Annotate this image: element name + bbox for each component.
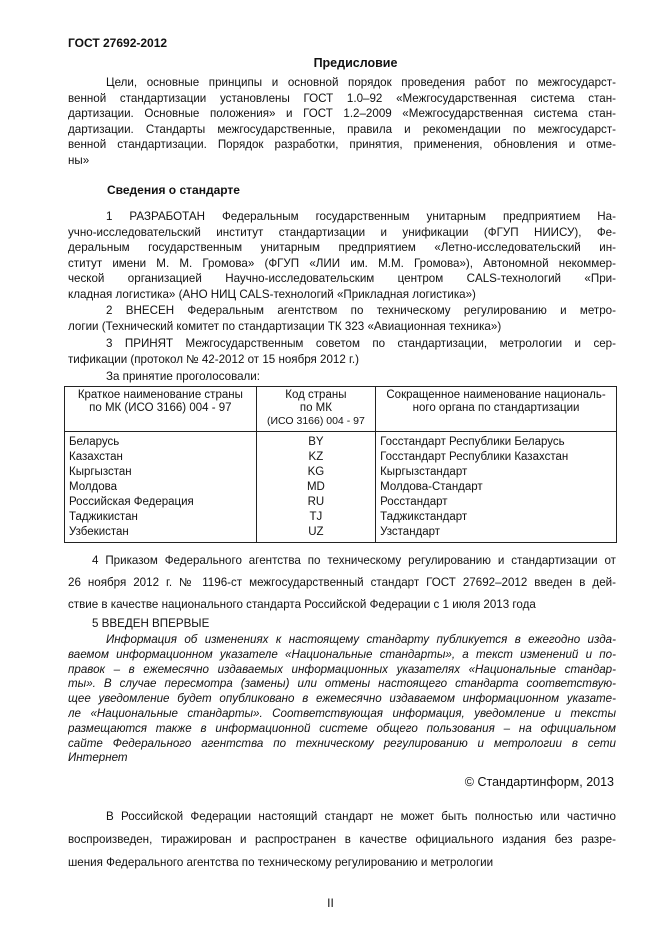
- changes-notice: [68, 633, 616, 766]
- text-line: размещаются также в информационной системе общего пользования – на официальном: [68, 721, 616, 735]
- info-title: Сведения о стандарте: [107, 183, 240, 197]
- cell-country: Беларусь: [65, 432, 257, 451]
- info-item-2: [68, 303, 616, 334]
- cell-country: Молдова: [65, 480, 257, 495]
- text-line: сайте Федерального агентства по техническому регулированию и метрологии в сети: [68, 736, 616, 750]
- cell-code: RU: [256, 495, 375, 510]
- text-line: деральным государственным унитарным предприятием «Летно-исследовательский ин-: [68, 241, 616, 254]
- header-standards-body: [376, 387, 617, 432]
- table-row: [65, 510, 617, 525]
- text-line: 26 ноября 2012 г. № 1196-ст межгосударственный стандарт ГОСТ 27692–2012 введен в дей-: [68, 576, 616, 589]
- cell-country: Казахстан: [65, 450, 257, 465]
- text-line: щее уведомление будет опубликовано в ежемесячно издаваемом информационном указате-: [68, 692, 616, 706]
- text-line: ваемом информационном указателе «Национальные стандарты», а текст изменений и по-: [68, 647, 616, 661]
- cell-country: Кыргызстан: [65, 465, 257, 480]
- header-line: Код страны: [285, 389, 347, 401]
- header-line: (ИСО 3166) 004 - 97: [267, 415, 365, 427]
- text-line: 5 ВВЕДЕН ВПЕРВЫЕ: [92, 617, 210, 630]
- text-line: учно-исследовательский институт стандартизации и унификации (ФГУП НИИСУ), Фе-: [68, 225, 616, 239]
- header-line: Краткое наименование страны: [77, 389, 243, 401]
- info-item-1: [68, 209, 616, 302]
- text-line: венной стандартизации установлены ГОСТ 1.0–92 «Межгосударственная система стан-: [68, 91, 616, 105]
- text-line: Информация об изменениях к настоящему стандарту публикуется в ежегодно изда-: [106, 633, 616, 646]
- text-line: ческой организацией Научно-исследовательским центром CALS-технологий «При-: [68, 272, 616, 285]
- header-line: ного органа по стандартизации: [412, 402, 580, 414]
- reproduction-notice: [68, 805, 616, 874]
- cell-country: Узбекистан: [65, 525, 257, 543]
- text-line: В Российской Федерации настоящий стандарт не может быть полностью или частично: [106, 810, 616, 823]
- document-code: ГОСТ 27692-2012: [68, 36, 168, 50]
- header-line: по МК (ИСО 3166) 004 - 97: [89, 402, 232, 414]
- table-row: [65, 450, 617, 465]
- table-row: [65, 525, 617, 543]
- header-line: Сокращенное наименование националь-: [386, 389, 606, 401]
- item-4: [68, 550, 616, 616]
- text-line: ты». В случае пересмотра (замены) или отмены настоящего стандарта соответствую-: [68, 677, 616, 691]
- cell-body: Госстандарт Республики Казахстан: [376, 450, 617, 465]
- text-line: ле «Национальные стандарты». Соответствующая информация, уведомление и тексты: [68, 706, 616, 720]
- text-line: Цели, основные принципы и основной порядок проведения работ по межгосударст-: [106, 76, 616, 89]
- cell-body: Госстандарт Республики Беларусь: [376, 432, 617, 451]
- cell-body: Узстандарт: [376, 525, 617, 543]
- text-line: ствие в качестве национального стандарта Российской Федерации с 1 июля 2013 года: [68, 598, 536, 611]
- text-line: шения Федерального агентства по техническому регулированию и метрологии: [68, 856, 494, 869]
- table-row: [65, 480, 617, 495]
- text-line: воспроизведен, тиражирован и распространен в качестве официального издания без разре-: [68, 833, 616, 846]
- cell-body: Кыргызстандарт: [376, 465, 617, 480]
- text-line: тификации (протокол № 42-2012 от 15 ноября 2012 г.): [68, 352, 359, 366]
- text-line: 3 ПРИНЯТ Межгосударственным советом по стандартизации, метрологии и сер-: [106, 337, 616, 350]
- header-line: по МК: [299, 402, 332, 414]
- text-line: 1 РАЗРАБОТАН Федеральным государственным унитарным предприятием На-: [106, 210, 616, 223]
- table-row: [65, 465, 617, 480]
- copyright: © Стандартинформ, 2013: [464, 775, 614, 789]
- cell-country: Таджикистан: [65, 510, 257, 525]
- foreword-intro: [68, 75, 616, 168]
- table-row: [65, 495, 617, 510]
- text-line: ститут имени М. М. Громова» (ФГУП «ЛИИ им. М.М. Громова»), Автономной некоммер-: [68, 256, 616, 270]
- cell-code: MD: [256, 480, 375, 495]
- text-line: дартизации. Стандарты межгосударственные, правила и рекомендации по межгосударст-: [68, 122, 616, 136]
- cell-body: Молдова-Стандарт: [376, 480, 617, 495]
- text-line: правок – в ежемесячно издаваемых информационных указателях «Национальные стандар-: [68, 662, 616, 676]
- voted-label: [68, 369, 616, 385]
- text-line: кладная логистика» (АНО НИЦ CALS-технологий «Прикладная логистика»): [68, 287, 476, 301]
- header-country-code: [256, 387, 375, 432]
- cell-code: KG: [256, 465, 375, 480]
- table-row: [65, 432, 617, 451]
- text-line: За принятие проголосовали:: [106, 370, 261, 383]
- table-header-row: [65, 387, 617, 432]
- page-number: II: [327, 896, 334, 910]
- item-5: [68, 616, 616, 632]
- cell-code: TJ: [256, 510, 375, 525]
- cell-code: KZ: [256, 450, 375, 465]
- foreword-title: Предисловие: [313, 56, 398, 70]
- text-line: 4 Приказом Федерального агентства по техническому регулированию и стандартизации от: [92, 554, 616, 567]
- cell-body: Таджикстандарт: [376, 510, 617, 525]
- info-item-3: [68, 336, 616, 367]
- text-line: логии (Технический комитет по стандартизации ТК 323 «Авиационная техника»): [68, 319, 502, 333]
- text-line: Интернет: [68, 751, 128, 765]
- cell-country: Российская Федерация: [65, 495, 257, 510]
- text-line: 2 ВНЕСЕН Федеральным агентством по техническому регулированию и метро-: [106, 304, 616, 317]
- header-country-name: [65, 387, 257, 432]
- text-line: дартизации. Основные положения» и ГОСТ 1.2–2009 «Межгосударственная система стан-: [68, 107, 616, 120]
- text-line: венной стандартизации. Порядок разработки, принятия, применения, обновления и отме-: [68, 138, 616, 151]
- cell-code: UZ: [256, 525, 375, 543]
- cell-body: Росстандарт: [376, 495, 617, 510]
- cell-code: BY: [256, 432, 375, 451]
- text-line: ны»: [68, 153, 90, 167]
- member-states-table: [64, 386, 617, 543]
